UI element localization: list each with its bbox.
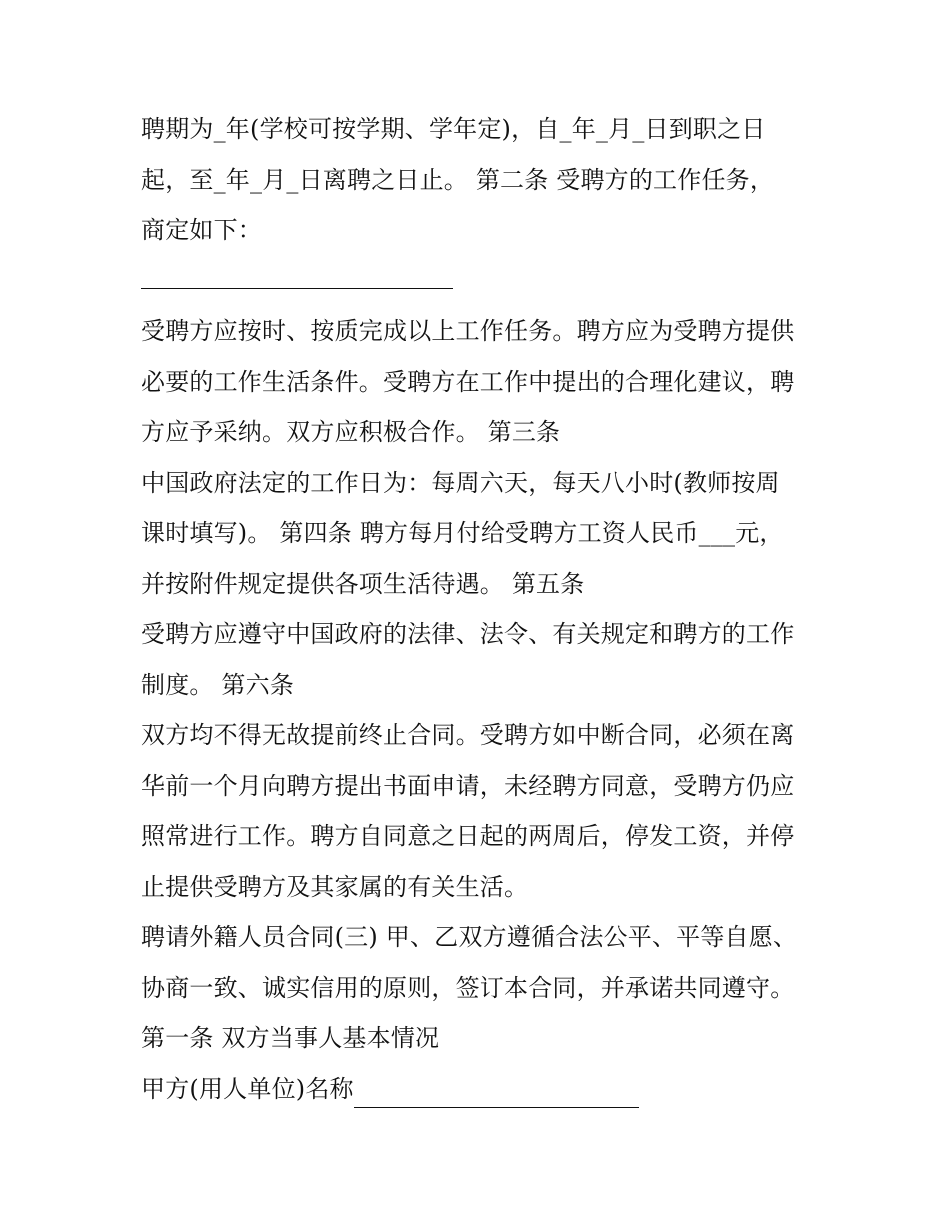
text-line-14: 华前一个月向聘方提出书面申请，未经聘方同意，受聘方仍应 [141,771,795,800]
text-line-16: 止提供受聘方及其家属的有关生活。 [141,872,529,901]
text-line-12: 制度。 第六条 [141,670,295,699]
text-line-10: 并按附件规定提供各项生活待遇。 第五条 [141,569,585,598]
text-line-18: 协商一致、诚实信用的原则，签订本合同，并承诺共同遵守。 [141,973,795,1002]
text-line-17: 聘请外籍人员合同(三) 甲、乙双方遵循合法公平、平等自愿、 [141,923,798,951]
underline-rule [141,288,453,289]
text-line-15: 照常进行工作。聘方自同意之日起的两周后，停发工资，并停 [141,822,795,850]
text-line-3: 商定如下： [141,216,262,244]
text-line-2: 起，至_年_月_日离聘之日止。 第二条 受聘方的工作任务， [141,165,775,194]
contract-text-block [141,104,821,1114]
text-line-19: 第一条 双方当事人基本情况 [141,1024,440,1052]
text-line-9: 课时填写)。 第四条 聘方每月付给受聘方工资人民币___元， [141,519,784,547]
text-line-8: 中国政府法定的工作日为：每周六天，每天八小时(教师按周 [141,468,780,497]
text-line-1: 聘期为_年(学校可按学期、学年定)，自_年_月_日到职之日 [141,115,766,143]
text-line-7: 方应予采纳。双方应积极合作。 第三条 [141,418,561,446]
employer-name-label: 甲方(用人单位)名称 [141,1074,354,1103]
employer-name-blank [354,1107,639,1108]
text-line-5: 受聘方应按时、按质完成以上工作任务。聘方应为受聘方提供 [141,317,795,345]
text-line-6: 必要的工作生活条件。受聘方在工作中提出的合理化建议，聘 [141,367,795,396]
text-line-11: 受聘方应遵守中国政府的法律、法令、有关规定和聘方的工作 [141,620,795,648]
text-line-13: 双方均不得无故提前终止合同。受聘方如中断合同，必须在离 [141,721,795,749]
text-line-20 [141,1064,821,1115]
blank-answer-line [141,256,821,307]
